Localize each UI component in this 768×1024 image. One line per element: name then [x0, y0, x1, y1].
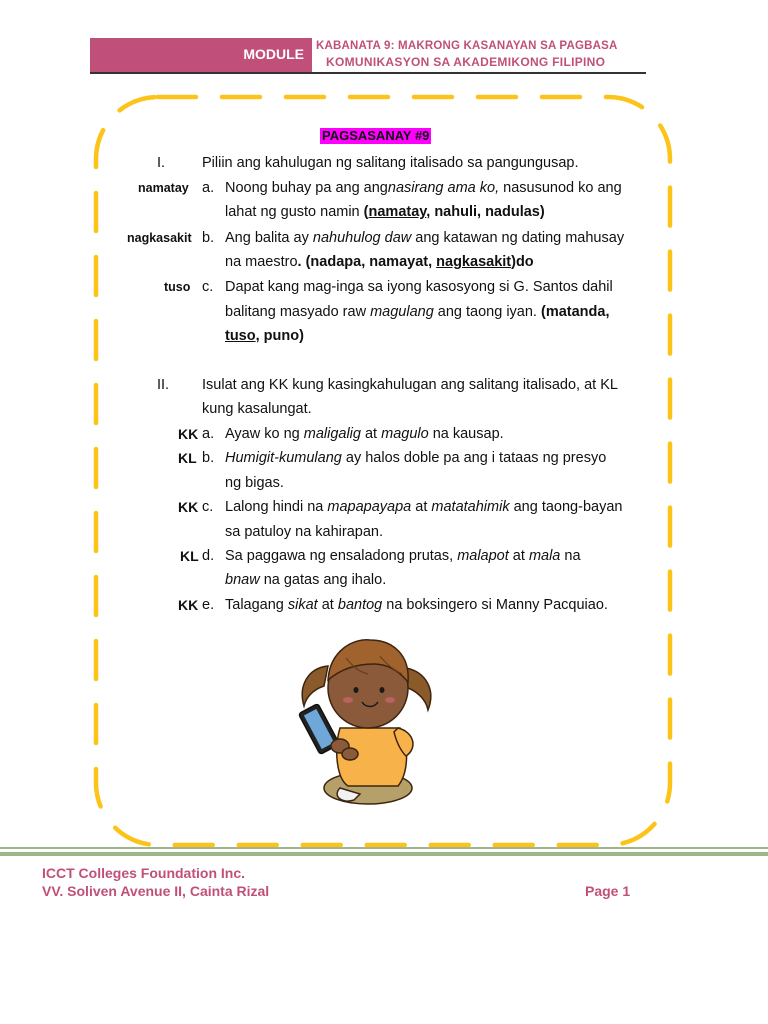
- item-letter: a.: [202, 180, 215, 196]
- item2d-line2: bnaw na gatas ang ihalo.: [225, 572, 387, 588]
- item-letter: e.: [202, 597, 215, 613]
- girl-with-tablet-illustration: [290, 628, 440, 814]
- part2-instruction-1: Isulat ang KK kung kasingkahulugan ang salitang italisado, at KL: [202, 377, 618, 393]
- part1-numeral: I.: [157, 155, 166, 171]
- module-label: MODULE: [243, 46, 304, 62]
- chapter-title: KABANATA 9: MAKRONG KASANAYAN SA PAGBASA: [316, 40, 618, 52]
- item2b-line2: ng bigas.: [225, 475, 284, 491]
- item-letter: c.: [202, 279, 214, 295]
- item1c-line1: Dapat kang mag-inga sa iyong kasosyong si G. Santos dahil: [225, 279, 613, 295]
- item2a-line1: Ayaw ko ng maligalig at magulo na kausap.: [225, 426, 504, 442]
- part2-instruction-2: kung kasalungat.: [202, 401, 312, 417]
- item1a-line1: Noong buhay pa ang angnasirang ama ko, nasusunod ko ang: [225, 180, 622, 196]
- answer-kl: KL: [178, 450, 197, 466]
- item2e-line1: Talagang sikat at bantog na boksingero si Manny Pacquiao.: [225, 597, 608, 613]
- answer-nagkasakit: nagkasakit: [127, 231, 192, 245]
- item-letter: d.: [202, 548, 215, 564]
- page-number: Page 1: [585, 883, 631, 899]
- answer-kk: KK: [178, 426, 199, 442]
- item1c-line2: balitang masyado raw magulang ang taong iyan. (matanda,: [225, 304, 610, 320]
- item-letter: a.: [202, 426, 215, 442]
- item2c-line2: sa patuloy na kahirapan.: [225, 524, 383, 540]
- item-letter: b.: [202, 230, 215, 246]
- footer-rule: [0, 847, 768, 849]
- item1b-line1: Ang balita ay nahuhulog daw ang katawan ng dating mahusay: [225, 230, 625, 246]
- item-letter: c.: [202, 499, 214, 515]
- item2c-line1: Lalong hindi na mapapayapa at matatahimik ang taong-bayan: [225, 499, 623, 515]
- item1b-line2: na maestro. (nadapa, namayat, nagkasakit)do: [225, 254, 534, 270]
- part1-instruction: Piliin ang kahulugan ng salitang italisado sa pangungusap.: [202, 155, 579, 171]
- item2b-line1: Humigit-kumulang ay halos doble pa ang i tataas ng presyo: [225, 450, 607, 466]
- item2d-line1: Sa paggawa ng ensaladong prutas, malapot at mala na: [225, 548, 581, 564]
- answer-namatay: namatay: [138, 181, 189, 195]
- footer-org: ICCT Colleges Foundation Inc.: [42, 865, 245, 881]
- item1c-line3: tuso, puno): [225, 328, 304, 344]
- subject-title: KOMUNIKASYON SA AKADEMIKONG FILIPINO: [326, 55, 606, 69]
- exercise-title: PAGSASANAY #9: [322, 128, 430, 143]
- footer-rule-thick: [0, 852, 768, 856]
- answer-kl: KL: [180, 548, 199, 564]
- item1a-line2: lahat ng gusto namin (namatay, nahuli, nadulas): [225, 204, 545, 220]
- answer-tuso: tuso: [164, 280, 191, 294]
- answer-kk: KK: [178, 597, 199, 613]
- part2-numeral: II.: [157, 377, 170, 393]
- answer-kk: KK: [178, 499, 199, 515]
- item-letter: b.: [202, 450, 215, 466]
- footer-address: VV. Soliven Avenue II, Cainta Rizal: [42, 883, 270, 899]
